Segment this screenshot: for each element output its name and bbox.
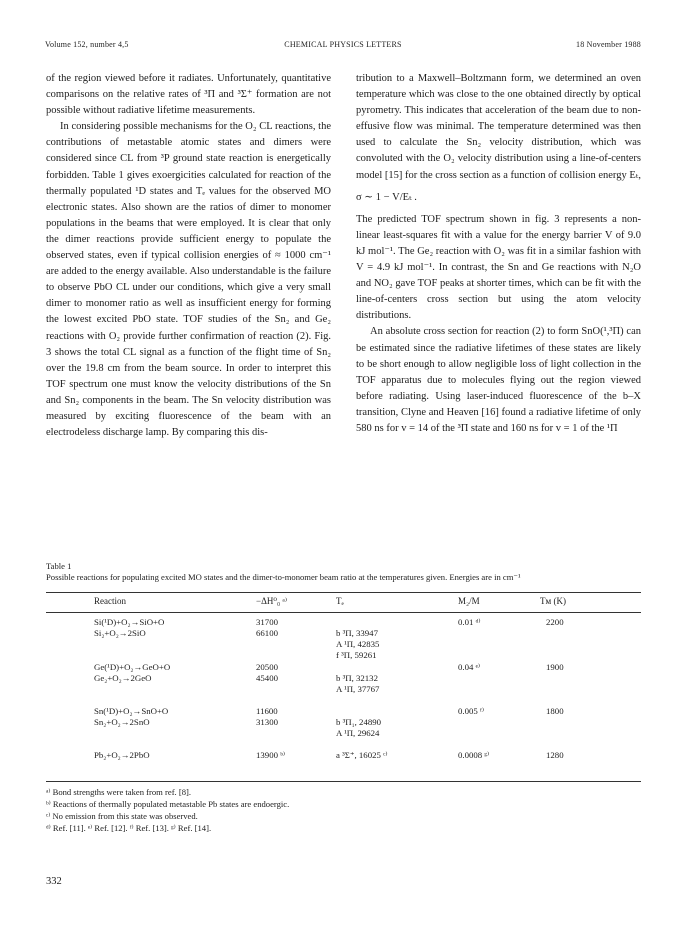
temperature-cell: 2200 <box>546 617 564 627</box>
running-header <box>45 40 641 54</box>
col-header-te: Tₑ <box>336 596 344 606</box>
paragraph: An absolute cross section for reaction (2) to form SnO(¹,³Π) can be estimated since the radiative lifetimes of these states are likely to be short enough to allow negligible loss of light collection in the TOF apparatus due to molecules flying out the region viewed before radiating. Using laser-induced fluorescence of the b–X transition, Clyne and Heaven [16] found a radiative lifetime of only 580 ns for v = 14 of the ³Π state and 160 ns for v = 1 of the ¹Π <box>356 326 641 434</box>
col-header-enthalpy: −ΔH⁰₀ ᵃ⁾ <box>256 596 288 606</box>
table-caption <box>46 561 641 583</box>
right-text-column <box>356 71 641 437</box>
table-bottom-rule <box>46 781 641 782</box>
footnote: ᶜ⁾ No emission from this state was observed. <box>46 811 198 821</box>
footnote: ᵃ⁾ Bond strengths were taken from ref. [8]. <box>46 787 192 797</box>
enthalpy-cell: 31300 <box>256 717 278 727</box>
ratio-cell: 0.0008 ᵍ⁾ <box>458 750 490 760</box>
temperature-cell: 1280 <box>546 750 564 760</box>
enthalpy-cell: 13900 ᵇ⁾ <box>256 750 286 760</box>
equation: σ ∼ 1 − V/Eₜ . <box>356 191 417 203</box>
issue-date: 18 November 1988 <box>576 40 641 49</box>
te-cell: f ³Π, 59261 <box>336 650 377 660</box>
reaction-cell: Ge(¹D)+O₂→GeO+O <box>94 662 171 672</box>
te-cell: a ³Σ⁺, 16025 ᶜ⁾ <box>336 750 388 760</box>
table-header-rule <box>46 612 641 613</box>
table-label: Table 1 <box>46 561 72 571</box>
te-cell: A ¹Π, 37767 <box>336 684 380 694</box>
reaction-cell: Sn₂+O₂→2SnO <box>94 717 150 727</box>
paragraph: tribution to a Maxwell–Boltzmann form, we determined an oven temperature which was close to the one obtained directly by optical pyrometry. This indicates that acceleration of the beam due to non-effusive flow was minimal. The temperature determined was then used to calculate the Sn₂ velocity distribution, which was convoluted with the O₂ velocity distribution using a line-of-centers model [15] for the cross section as a function of collision energy Eₜ, <box>356 73 641 181</box>
te-cell: b ³Π, 32132 <box>336 673 378 683</box>
page-number: 332 <box>46 876 62 887</box>
ratio-cell: 0.04 ᵉ⁾ <box>458 662 481 672</box>
left-text-column <box>46 71 331 441</box>
col-header-reaction: Reaction <box>94 596 126 606</box>
reaction-cell: Pb₂+O₂→2PbO <box>94 750 150 760</box>
journal-name: CHEMICAL PHYSICS LETTERS <box>284 40 402 49</box>
reaction-cell: Sn(¹D)+O₂→SnO+O <box>94 706 169 716</box>
te-cell: A ¹Π, 42835 <box>336 639 380 649</box>
ratio-cell: 0.005 ᶠ⁾ <box>458 706 484 716</box>
footnote: ᵇ⁾ Reactions of thermally populated metastable Pb states are endoergic. <box>46 799 290 809</box>
reaction-cell: Ge₂+O₂→2GeO <box>94 673 152 683</box>
footnote: ᵈ⁾ Ref. [11]. ᵉ⁾ Ref. [12]. ᶠ⁾ Ref. [13]. ᵍ⁾ Ref. [14]. <box>46 823 212 833</box>
enthalpy-cell: 45400 <box>256 673 278 683</box>
table-top-rule <box>46 592 641 593</box>
temperature-cell: 1900 <box>546 662 564 672</box>
paragraph: of the region viewed before it radiates. Unfortunately, quantitative comparisons on the relative rates of ³Π and ³Σ⁺ formation are not possible without radiative lifetime measurements. <box>46 73 331 117</box>
volume-info: Volume 152, number 4,5 <box>45 40 129 49</box>
col-header-ratio: M₂/M <box>458 596 480 606</box>
te-cell: b ³Π₁, 24890 <box>336 717 382 727</box>
paragraph: The predicted TOF spectrum shown in fig. 3 represents a non-linear least-squares fit with a value for the energy barrier V of 9.0 kJ mol⁻¹. The Ge₂ reaction with O₂ was fit in a similar fashion with V = 4.9 kJ mol⁻¹. In contrast, the Sn and Ge reactions with N₂O and NO₂ gave TOF peaks at shorter times, which can be fit with the line-of-centers cross section but using the atom velocity distributions. <box>356 213 641 322</box>
table-header-row <box>46 596 641 610</box>
reaction-cell: Si₂+O₂→2SiO <box>94 628 146 638</box>
enthalpy-cell: 11600 <box>256 706 278 716</box>
te-cell: A ¹Π, 29624 <box>336 728 380 738</box>
enthalpy-cell: 66100 <box>256 628 278 638</box>
table-footnotes <box>46 786 641 834</box>
ratio-cell: 0.01 ᵈ⁾ <box>458 617 481 627</box>
enthalpy-cell: 20500 <box>256 662 278 672</box>
te-cell: b ³Π, 33947 <box>336 628 378 638</box>
paragraph: In considering possible mechanisms for the O₂ CL reactions, the contributions of metastable atomic states and dimers were considered since CL from ³P ground state reaction is energetically forbidden. Table 1 gives exoergicities calculated for reaction of the thermally populated ¹D states and Tₑ values for the observed MO electronic states. Also shown are the ratios of dimer to monomer populations in the beams that were employed. It is clear that only the dimer reactions provide sufficient energy to populate the observed states, even if typical collision energies of ≈ 1000 cm⁻¹ are added to the energy available. Also understandable is the failure to observe PbO CL under our conditions, which give a very small dimer to monomer ratio as well as insufficient energy for forming the lowest excited PbO state. TOF studies of the Sn₂ and Ge₂ reactions with O₂ provide further confirmation of reaction (2). Fig. 3 shows the total CL signal as a function of the flight time of Sn₂ over the 19.8 cm from the beam source. In order to interpret this TOF spectrum one must know the velocity distributions of the Sn and Sn₂ components in the beam. The Sn velocity distribution was measured by exciting fluorescence of the beam with an electrodeless discharge lamp. By comparing this dis- <box>46 121 331 439</box>
col-header-temperature: Tᴍ (K) <box>540 596 566 606</box>
enthalpy-cell: 31700 <box>256 617 278 627</box>
reaction-cell: Si(¹D)+O₂→SiO+O <box>94 617 165 627</box>
table-caption-text: Possible reactions for populating excited MO states and the dimer-to-monomer beam ratio at the temperatures given. Energies are in cm⁻¹ <box>46 572 521 582</box>
temperature-cell: 1800 <box>546 706 564 716</box>
